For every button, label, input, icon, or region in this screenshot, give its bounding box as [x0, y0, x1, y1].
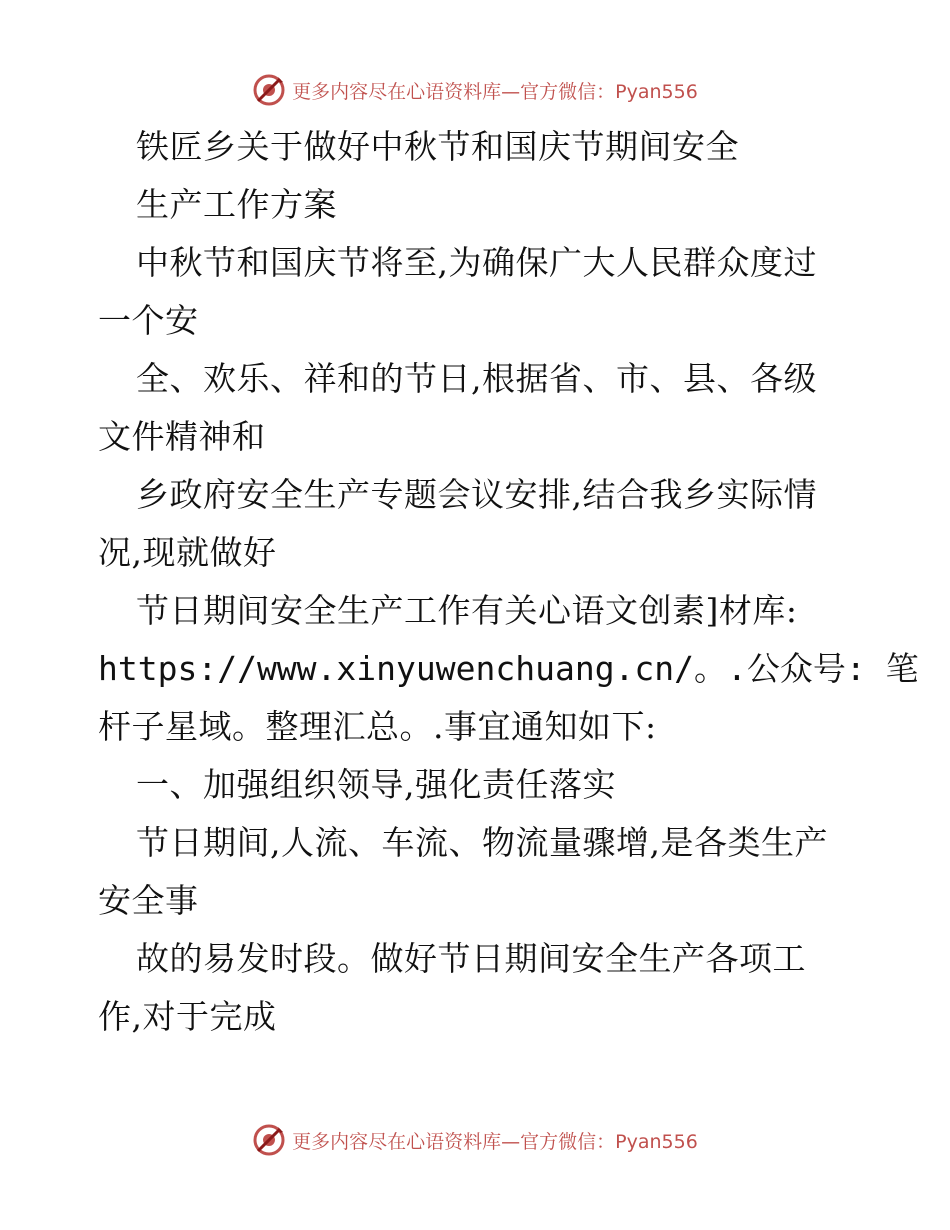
footer-separator: — — [501, 1130, 521, 1153]
title-line-1: 铁匠乡关于做好中秋节和国庆节期间安全 — [136, 127, 739, 166]
title-line-2: 生产工作方案 — [136, 185, 337, 224]
paragraph-line: 文件精神和 — [98, 417, 266, 456]
header-banner — [0, 72, 950, 108]
paragraph-line: 中秋节和国庆节将至,为确保广大人民群众度过 — [136, 243, 817, 282]
paragraph-line: 节日期间安全生产工作有关心语文创素]材库: — [136, 591, 798, 630]
paragraph-line: 乡政府安全生产专题会议安排,结合我乡实际情 — [136, 475, 817, 514]
paragraph-line: 故的易发时段。做好节日期间安全生产各项工 — [136, 939, 806, 978]
footer-banner-text — [292, 1127, 698, 1154]
paragraph-line: 一个安 — [98, 301, 199, 340]
header-separator: — — [501, 80, 521, 103]
footer-banner — [0, 1122, 950, 1158]
document-body — [98, 118, 919, 1046]
footer-wechat-text: 官方微信：Pyan556 — [520, 1130, 698, 1153]
paragraph-line: 况,现就做好 — [98, 533, 277, 572]
paragraph-line: 作,对于完成 — [98, 997, 277, 1036]
header-site-text: 更多内容尽在心语资料库 — [292, 80, 502, 103]
paragraph-line: 全、欢乐、祥和的节日,根据省、市、县、各级 — [136, 359, 817, 398]
url-line: https://www.xinyuwenchuang.cn/。.公众号: 笔 — [98, 649, 919, 688]
pen-logo-icon — [252, 1123, 286, 1157]
section-heading: 一、加强组织领导,强化责任落实 — [136, 765, 616, 804]
footer-site-text: 更多内容尽在心语资料库 — [292, 1130, 502, 1153]
paragraph-line: 节日期间,人流、车流、物流量骤增,是各类生产 — [136, 823, 828, 862]
pen-logo-icon — [252, 73, 286, 107]
paragraph-line: 安全事 — [98, 881, 199, 920]
paragraph-line: 杆子星域。整理汇总。.事宜通知如下: — [98, 707, 657, 746]
header-banner-text — [292, 77, 698, 104]
header-wechat-text: 官方微信：Pyan556 — [520, 80, 698, 103]
